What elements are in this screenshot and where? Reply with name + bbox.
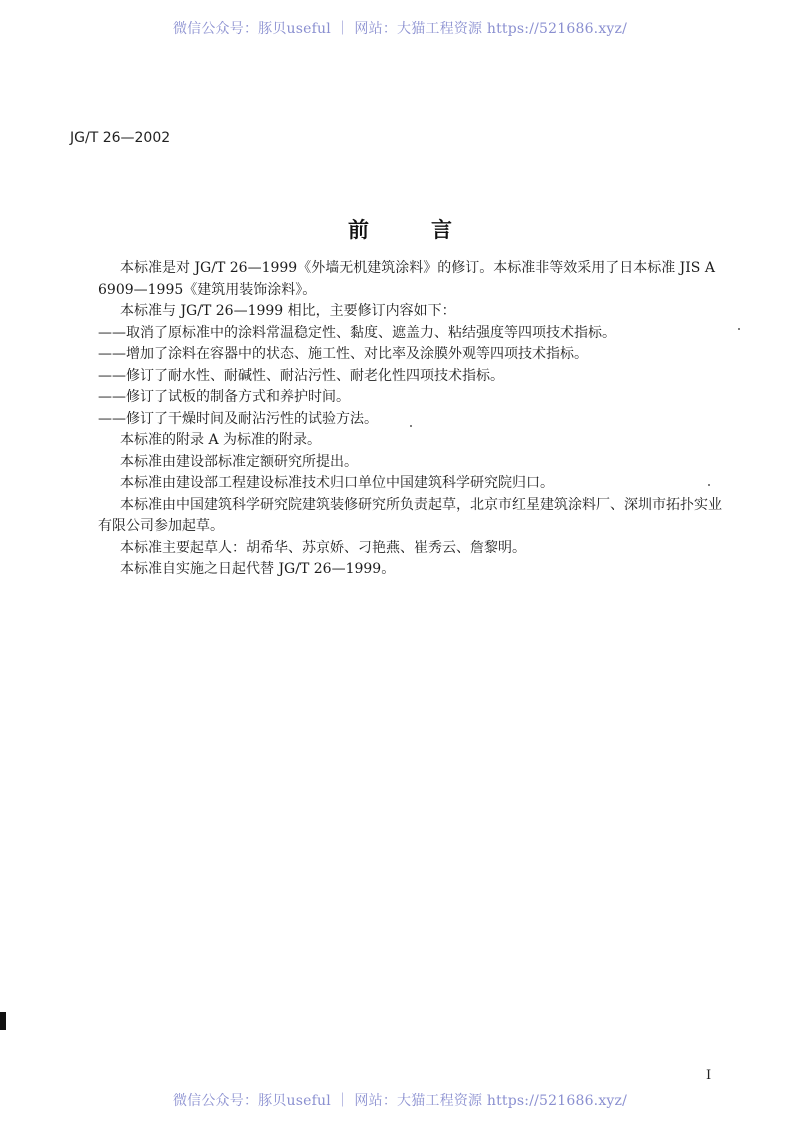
paragraph: 本标准主要起草人：胡希华、苏京娇、刁艳燕、崔秀云、詹黎明。 <box>120 539 526 556</box>
paragraph: 本标准自实施之日起代替 JG/T 26—1999。 <box>120 561 396 577</box>
paragraph: 本标准与 JG/T 26—1999 相比，主要修订内容如下： <box>120 303 456 319</box>
document-code: JG/T 26—2002 <box>70 130 171 146</box>
scan-edge-mark <box>0 1012 6 1030</box>
paragraph: 本标准由建设部标准定额研究所提出。 <box>120 453 358 470</box>
list-item: ——修订了干燥时间及耐沾污性的试验方法。 <box>98 410 378 427</box>
paragraph-line: 本标准是对 JG/T 26—1999《外墙无机建筑涂料》的修订。本标准非等效采用了日本标准 JIS A <box>120 260 715 276</box>
scan-speck <box>708 484 710 486</box>
paragraph-line: 本标准由中国建筑科学研究院建筑装修研究所负责起草，北京市红星建筑涂料厂、深圳市拓扑实业 <box>120 496 722 513</box>
watermark-bottom: 微信公众号：豚贝useful ｜ 网站：大猫工程资源 https://521686.xyz/ <box>172 1093 628 1109</box>
list-item: ——增加了涂料在容器中的状态、施工性、对比率及涂膜外观等四项技术指标。 <box>98 346 588 362</box>
paragraph <box>98 258 744 301</box>
paragraph-continuation: 6909—1995《建筑用装饰涂料》。 <box>98 281 317 298</box>
watermark-top: 微信公众号：豚贝useful ｜ 网站：大猫工程资源 https://521686.xyz/ <box>172 21 628 37</box>
document-body <box>98 258 744 581</box>
scan-speck <box>738 328 740 330</box>
paragraph-continuation: 有限公司参加起草。 <box>98 518 224 534</box>
list-item: ——取消了原标准中的涂料常温稳定性、黏度、遮盖力、粘结强度等四项技术指标。 <box>98 324 616 341</box>
scan-speck <box>410 425 412 427</box>
page-title: 前言 <box>348 218 514 242</box>
list-item: ——修订了耐水性、耐碱性、耐沾污性、耐老化性四项技术指标。 <box>98 367 504 384</box>
page-number: I <box>706 1068 712 1083</box>
list-item: ——修订了试板的制备方式和养护时间。 <box>98 389 350 405</box>
paragraph: 本标准的附录 A 为标准的附录。 <box>120 432 322 448</box>
paragraph: 本标准由建设部工程建设标准技术归口单位中国建筑科学研究院归口。 <box>120 475 554 491</box>
paragraph <box>98 495 744 538</box>
